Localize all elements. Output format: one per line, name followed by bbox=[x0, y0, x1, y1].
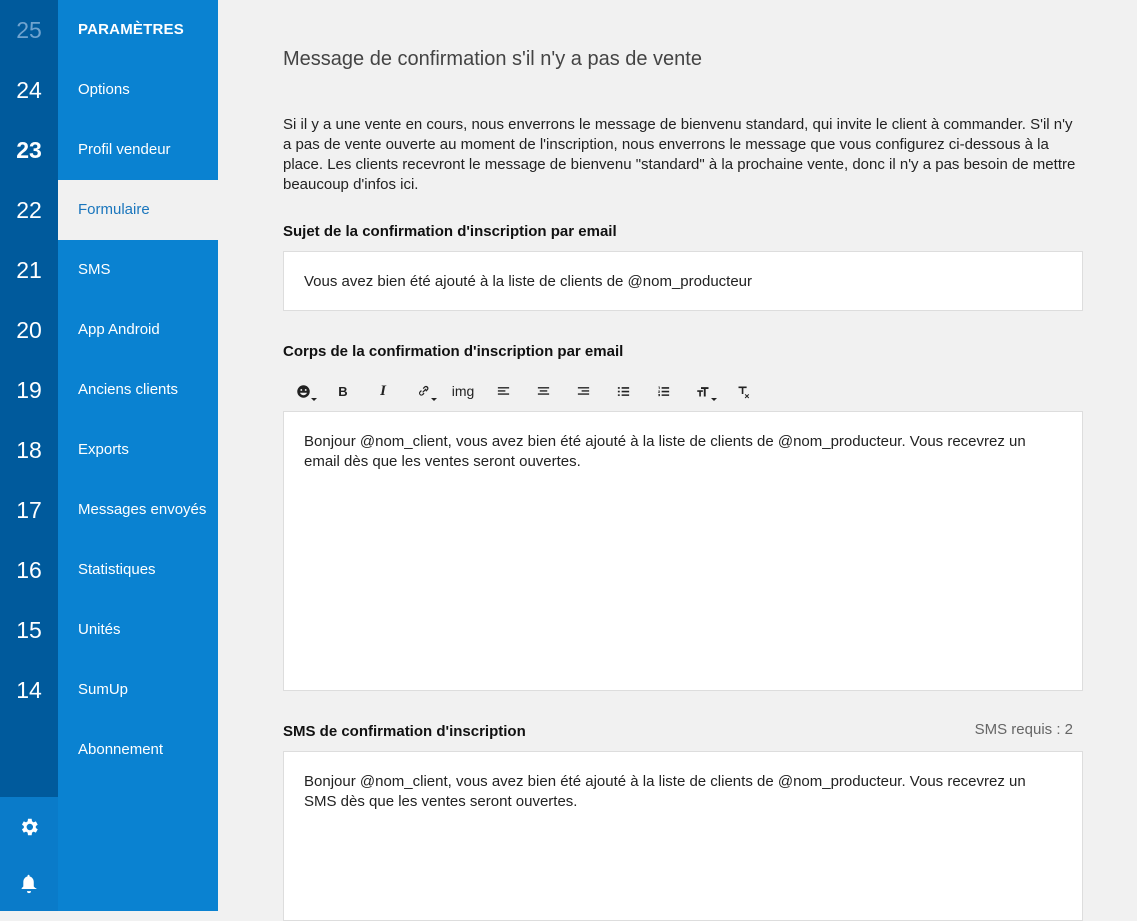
bullet-list-button[interactable] bbox=[605, 376, 641, 406]
body-label: Corps de la confirmation d'inscription par email bbox=[283, 343, 624, 360]
link-icon bbox=[416, 384, 431, 399]
page-title: Message de confirmation s'il n'y a pas de vente bbox=[283, 48, 702, 70]
sidebar-item-app-android[interactable]: App Android bbox=[78, 321, 160, 338]
subject-input[interactable]: Vous avez bien été ajouté à la liste de clients de @nom_producteur bbox=[283, 251, 1083, 311]
rail-number-25: 25 bbox=[16, 17, 42, 43]
text-size-icon bbox=[696, 384, 711, 399]
font-size-caret-icon bbox=[711, 398, 717, 401]
rail-number-17: 17 bbox=[16, 497, 42, 523]
sidebar-item-profil-vendeur[interactable]: Profil vendeur bbox=[78, 141, 171, 158]
rail-number-18: 18 bbox=[16, 437, 42, 463]
sidebar-item-sms[interactable]: SMS bbox=[78, 261, 111, 278]
emoji-button[interactable] bbox=[285, 376, 321, 406]
sidebar-item-exports[interactable]: Exports bbox=[78, 441, 129, 458]
rail-number-24: 24 bbox=[16, 77, 42, 103]
italic-button[interactable]: I bbox=[380, 382, 386, 399]
link-button[interactable] bbox=[405, 376, 441, 406]
sms-count: SMS requis : 2 bbox=[974, 721, 1073, 738]
sidebar-item-unites[interactable]: Unités bbox=[78, 621, 121, 638]
subject-label: Sujet de la confirmation d'inscription par email bbox=[283, 223, 617, 240]
bullet-list-icon bbox=[616, 384, 631, 399]
align-left-button[interactable] bbox=[485, 376, 521, 406]
sidebar-item-options[interactable]: Options bbox=[78, 81, 130, 98]
editor-toolbar bbox=[283, 376, 1083, 406]
rail-number-21: 21 bbox=[16, 257, 42, 283]
rail-number-22: 22 bbox=[16, 197, 42, 223]
link-caret-icon bbox=[431, 398, 437, 401]
rail-number-20: 20 bbox=[16, 317, 42, 343]
sms-label: SMS de confirmation d'inscription bbox=[283, 723, 526, 740]
rail-number-15: 15 bbox=[16, 617, 42, 643]
sidebar-item-statistiques[interactable]: Statistiques bbox=[78, 561, 156, 578]
align-center-icon bbox=[536, 384, 551, 399]
numbered-list-icon bbox=[656, 384, 671, 399]
align-right-icon bbox=[576, 384, 591, 399]
numbered-list-button[interactable] bbox=[645, 376, 681, 406]
image-button[interactable]: img bbox=[451, 383, 475, 399]
sidebar-item-formulaire[interactable]: Formulaire bbox=[58, 180, 218, 240]
bell-icon bbox=[18, 873, 40, 895]
notifications-button[interactable] bbox=[0, 857, 58, 911]
rail-number-23: 23 bbox=[16, 137, 42, 163]
sidebar-item-anciens-clients[interactable]: Anciens clients bbox=[78, 381, 179, 398]
font-size-button[interactable] bbox=[685, 376, 721, 406]
align-right-button[interactable] bbox=[565, 376, 601, 406]
clear-format-icon bbox=[736, 384, 751, 399]
sidebar-item-abonnement[interactable]: Abonnement bbox=[78, 741, 164, 758]
bold-button[interactable]: B bbox=[338, 383, 348, 399]
number-rail bbox=[0, 0, 58, 911]
emoji-caret-icon bbox=[311, 398, 317, 401]
gear-icon bbox=[18, 816, 40, 838]
sidebar-header: PARAMÈTRES bbox=[78, 21, 184, 38]
sidebar-item-sumup[interactable]: SumUp bbox=[78, 681, 129, 698]
rail-number-14: 14 bbox=[16, 677, 42, 703]
rail-number-19: 19 bbox=[16, 377, 42, 403]
sidebar-item-messages-envoyes[interactable]: Messages envoyés bbox=[78, 501, 207, 518]
align-left-icon bbox=[496, 384, 511, 399]
emoji-icon bbox=[296, 384, 311, 399]
settings-sidebar bbox=[58, 0, 218, 911]
align-center-button[interactable] bbox=[525, 376, 561, 406]
settings-button[interactable] bbox=[0, 797, 58, 857]
clear-format-button[interactable] bbox=[725, 376, 761, 406]
rail-number-16: 16 bbox=[16, 557, 42, 583]
body-editor[interactable]: Bonjour @nom_client, vous avez bien été ajouté à la liste de clients de @nom_producteur. Vous recevrez un email dès que les ventes seront ouvertes. bbox=[283, 411, 1083, 691]
sms-textarea[interactable]: Bonjour @nom_client, vous avez bien été ajouté à la liste de clients de @nom_producteur. Vous recevrez un SMS dès que les ventes seront ouvertes. bbox=[283, 751, 1083, 921]
intro-text: Si il y a une vente en cours, nous enverrons le message de bienvenu standard, qui invite le client à commander. S'il n'y a pas de vente ouverte au moment de l'inscription, nous enverrons le message que vous configurez ci-dessous à la place. Les clients recevront le message de bienvenu "standard" à la prochaine vente, donc il n'y a pas besoin de mettre beaucoup d'infos ici. bbox=[283, 116, 1076, 193]
